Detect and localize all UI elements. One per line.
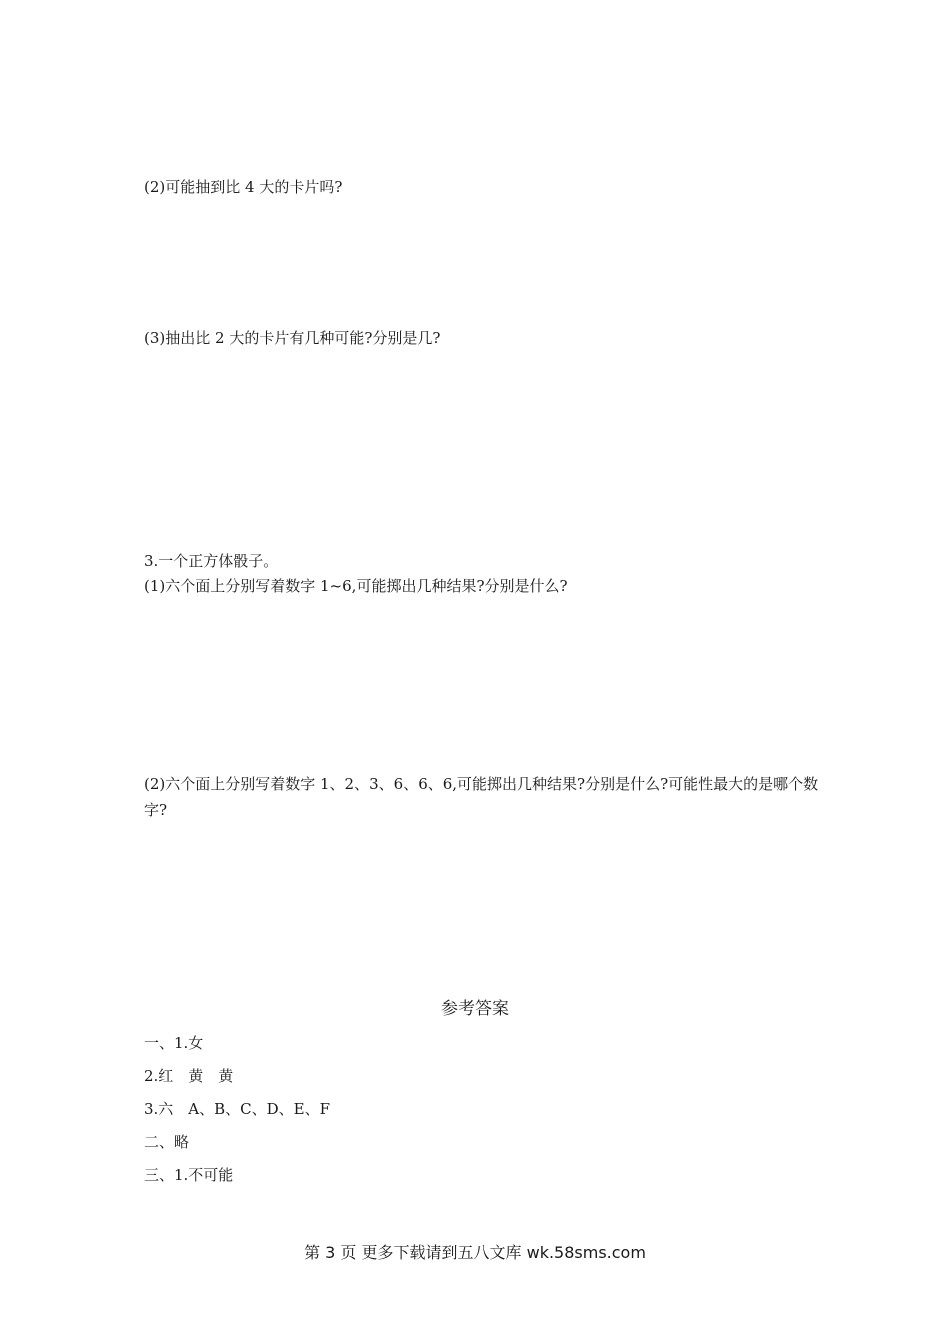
question-3-2: (2)六个面上分别写着数字 1、2、3、6、6、6,可能掷出几种结果?分别是什么?可能性最大的是哪个数字? (144, 775, 819, 819)
answers-heading: 参考答案 (441, 999, 509, 1019)
answer-line-5: 三、1.不可能 (144, 1166, 234, 1184)
question-2-2: (2)可能抽到比 4 大的卡片吗? (144, 178, 343, 196)
question-3-1: (1)六个面上分别写着数字 1~6,可能掷出几种结果?分别是什么? (144, 577, 568, 595)
answer-line-2: 2.红 黄 黄 (144, 1067, 234, 1085)
question-2-3: (3)抽出比 2 大的卡片有几种可能?分别是几? (144, 329, 441, 347)
question-3-title: 3.一个正方体骰子。 (144, 552, 279, 570)
answer-line-3: 3.六 A、B、C、D、E、F (144, 1100, 331, 1118)
answer-line-1: 一、1.女 (144, 1034, 204, 1052)
answer-line-4: 二、略 (144, 1133, 190, 1151)
page-footer: 第 3 页 更多下载请到五八文库 wk.58sms.com (304, 1243, 646, 1262)
